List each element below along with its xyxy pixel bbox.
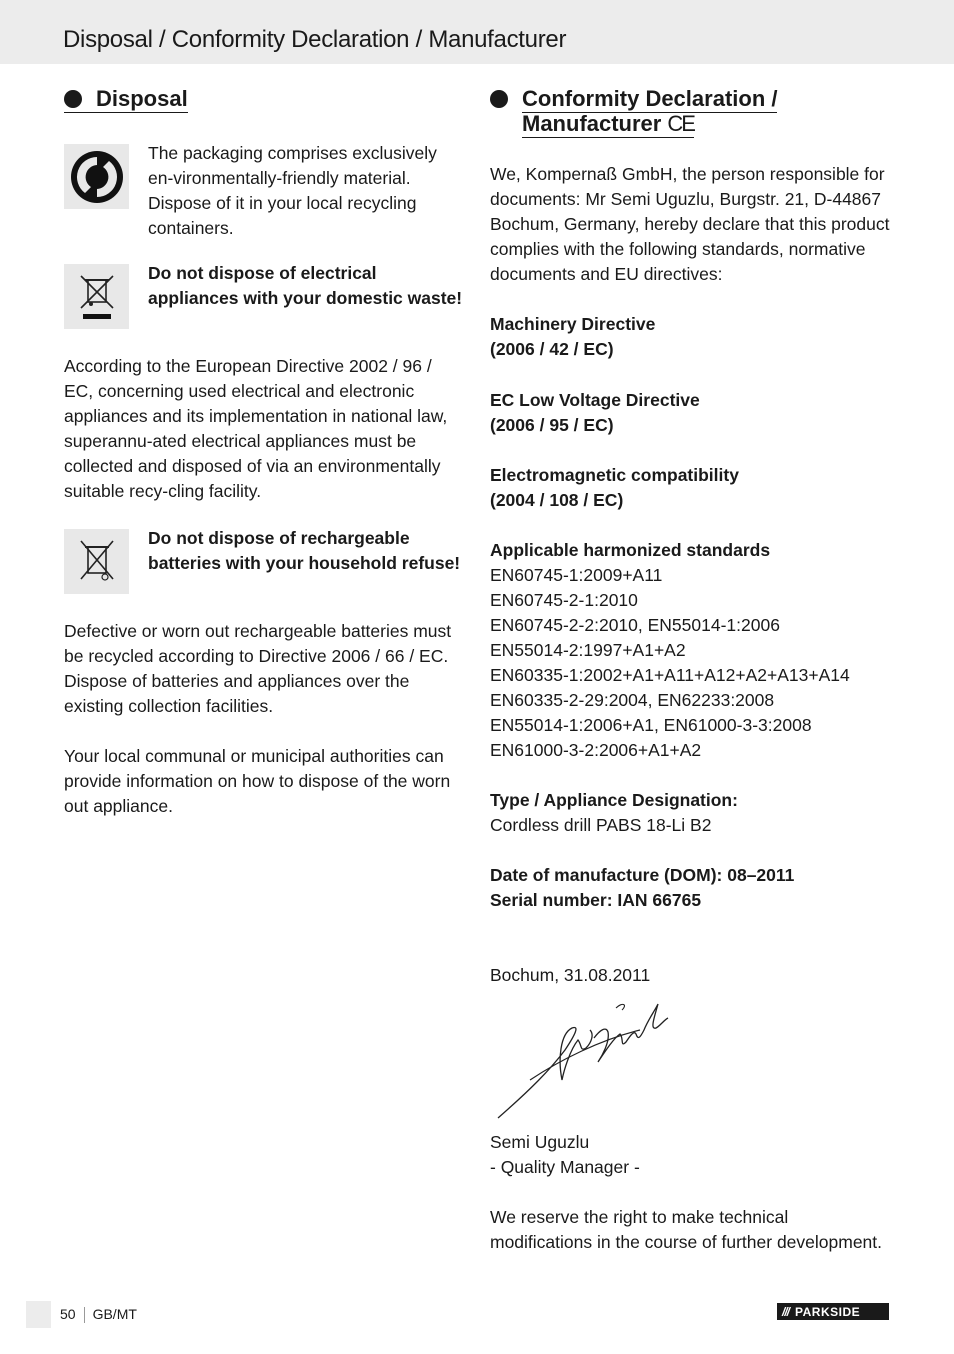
machinery-label: Machinery Directive [490, 314, 656, 334]
conformity-heading-line2 [522, 111, 694, 138]
standards-list [490, 563, 892, 763]
green-dot-recycling-icon [64, 144, 129, 209]
bullet-icon [490, 90, 508, 108]
type-label: Type / Appliance Designation: [490, 790, 738, 810]
standard-item: EN60745-2-1:2010 [490, 590, 638, 610]
footer-box [26, 1301, 51, 1328]
battery-block [64, 526, 464, 594]
page-number: 50 [60, 1306, 76, 1322]
packaging-block [64, 141, 464, 241]
authorities-text: Your local communal or municipal authorities can provide information on how to dispose of the worn out appliance. [64, 746, 451, 816]
battery-warning: Do not dispose of rechargeable batteries with your household refuse! [148, 528, 461, 573]
disposal-heading [64, 86, 464, 113]
ce-mark-icon: CE [667, 111, 694, 136]
conformity-heading [490, 86, 892, 136]
type-value: Cordless drill PABS 18-Li B2 [490, 815, 712, 835]
machinery-code: (2006 / 42 / EC) [490, 339, 614, 359]
standard-item: EN60745-1:2009+A11 [490, 565, 663, 585]
standards-label: Applicable harmonized standards [490, 540, 771, 560]
footer-separator [84, 1307, 85, 1323]
electrical-warning: Do not dispose of electrical appliances with your domestic waste! [148, 263, 463, 308]
locale-code: GB/MT [92, 1306, 137, 1322]
footer-page-info [60, 1306, 137, 1323]
standard-item: EN60745-2-2:2010, EN55014-1:2006 [490, 615, 780, 635]
conformity-heading-line2-text: Manufacturer [522, 111, 662, 136]
conformity-heading-line1: Conformity Declaration / [522, 86, 778, 111]
disposal-column [64, 86, 464, 819]
reserve-text: We reserve the right to make technical modifications in the course of further development. [490, 1207, 883, 1252]
date-of-manufacture: Date of manufacture (DOM): 08–2011 [490, 865, 795, 885]
directive-text: According to the European Directive 2002 / 96 / EC, concerning used electrical and electronic appliances and its implementation in national law, superannu-ated electrical appliances must be collected and disposed of via an environmentally suitable recy-cling facility. [64, 356, 448, 501]
standard-item: EN60335-2-29:2004, EN62233:2008 [490, 690, 775, 710]
conformity-heading-text [522, 86, 777, 136]
battery-text: Defective or worn out rechargeable batteries must be recycled according to Directive 2006 / 66 / EC. Dispose of batteries and appliances over the existing collection facilities. [64, 621, 452, 716]
disposal-heading-text: Disposal [64, 86, 188, 113]
standard-item: EN61000-3-2:2006+A1+A2 [490, 740, 702, 760]
emc-code: (2004 / 108 / EC) [490, 490, 624, 510]
standard-item: EN60335-1:2002+A1+A11+A12+A2+A13+A14 [490, 665, 850, 685]
parkside-logo [777, 1303, 889, 1320]
brand-slashes-icon: /// [782, 1304, 790, 1319]
serial-number: Serial number: IAN 66765 [490, 890, 702, 910]
signer-role: - Quality Manager - [490, 1157, 640, 1177]
page-title: Disposal / Conformity Declaration / Manufacturer [63, 26, 567, 53]
conformity-column [490, 86, 892, 1255]
brand-name: PARKSIDE [795, 1304, 861, 1319]
crossed-out-battery-bin-icon [64, 529, 129, 594]
emc-label: Electromagnetic compatibility [490, 465, 739, 485]
signature-image [490, 990, 690, 1130]
declaration-intro: We, Kompernaß GmbH, the person responsible for documents: Mr Semi Uguzlu, Burgstr. 21, D-44867 Bochum, Germany, hereby declare that this product complies with the following standards, normative documents and EU directives: [490, 164, 890, 284]
lowvoltage-code: (2006 / 95 / EC) [490, 415, 614, 435]
standard-item: EN55014-1:2006+A1, EN61000-3-3:2008 [490, 715, 812, 735]
electrical-block [64, 261, 464, 329]
place-date: Bochum, 31.08.2011 [490, 965, 651, 985]
signer-name: Semi Uguzlu [490, 1132, 590, 1152]
crossed-out-wheelie-bin-icon [64, 264, 129, 329]
standard-item: EN55014-2:1997+A1+A2 [490, 640, 686, 660]
packaging-text: The packaging comprises exclusively en-vironmentally-friendly material. Dispose of it in your local recycling containers. [148, 143, 437, 238]
lowvoltage-label: EC Low Voltage Directive [490, 390, 700, 410]
